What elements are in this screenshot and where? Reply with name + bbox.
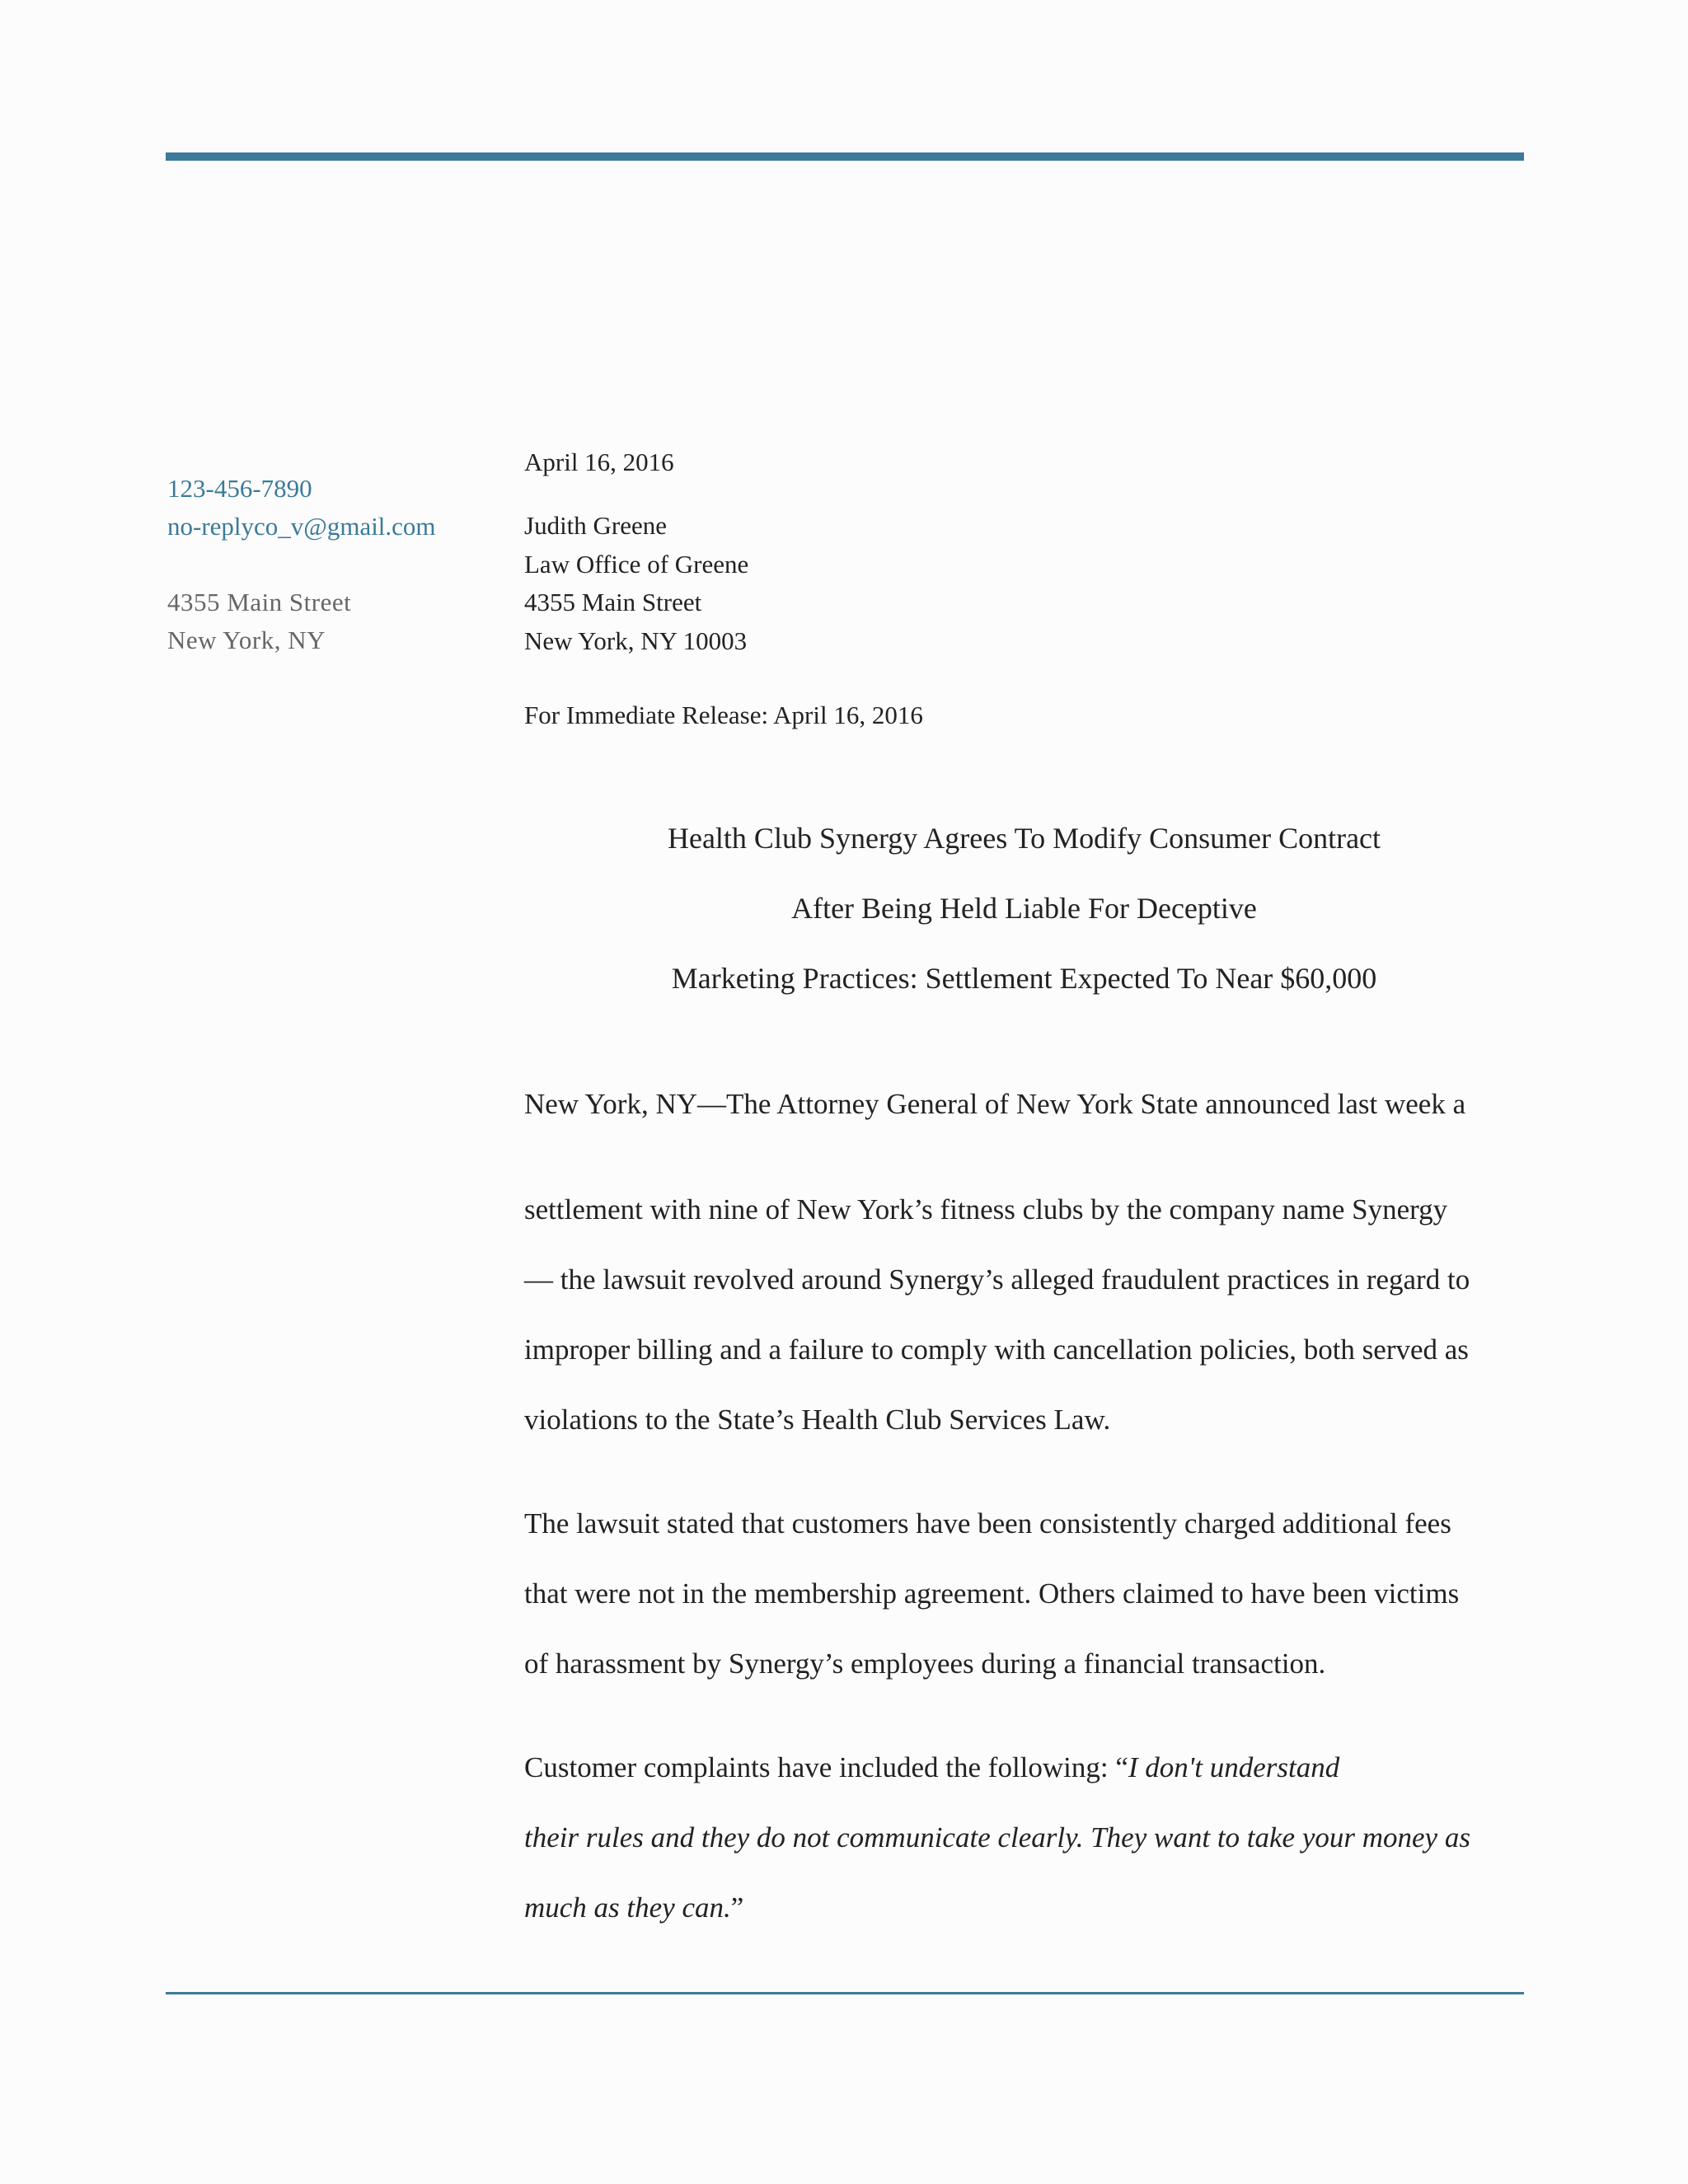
paragraph-line: improper billing and a failure to comply with cancellation policies, both served as <box>524 1333 1469 1366</box>
paragraph-1 <box>524 1174 1524 1455</box>
sender-address <box>167 583 497 659</box>
paragraph-line: settlement with nine of New York’s fitness clubs by the company name Synergy <box>524 1193 1448 1226</box>
headline-line: Marketing Practices: Settlement Expected To Near $60,000 <box>671 962 1377 995</box>
paragraph-line: violations to the State’s Health Club Services Law. <box>524 1404 1111 1436</box>
top-rule <box>166 152 1524 161</box>
paragraph-line: that were not in the membership agreement. Others claimed to have been victims <box>524 1577 1460 1610</box>
quote-line: their rules and they do not communicate clearly. They want to take your money as <box>524 1821 1470 1854</box>
sender-city: New York, NY <box>167 626 326 654</box>
paragraph-line <box>524 1872 1524 1943</box>
sender-contact-block <box>167 470 497 659</box>
headline-line: Health Club Synergy Agrees To Modify Consumer Contract <box>667 822 1381 855</box>
recipient-city: New York, NY 10003 <box>524 626 748 655</box>
recipient-street: 4355 Main Street <box>524 588 702 616</box>
paragraph-3 <box>524 1732 1524 1943</box>
recipient-block <box>524 507 748 660</box>
complaints-intro: Customer complaints have included the following: “ <box>524 1751 1128 1783</box>
paragraph-line <box>524 1732 1524 1802</box>
headline-line: After Being Held Liable For Deceptive <box>791 892 1257 925</box>
recipient-office: Law Office of Greene <box>524 549 749 579</box>
closing-quote-mark: ” <box>730 1891 744 1924</box>
paragraph-line: — the lawsuit revolved around Synergy’s alleged fraudulent practices in regard to <box>524 1263 1470 1296</box>
press-release-headline <box>524 804 1524 1014</box>
sender-email: no-replyco_v@gmail.com <box>167 512 436 541</box>
quote-text: much as they can. <box>524 1891 731 1924</box>
quote-text: I don't understand <box>1128 1751 1340 1783</box>
paragraph-2 <box>524 1488 1524 1699</box>
recipient-name: Judith Greene <box>524 511 668 540</box>
paragraph-line: The lawsuit stated that customers have been consistently charged additional fees <box>524 1507 1451 1540</box>
sender-street: 4355 Main Street <box>167 588 352 616</box>
release-line: For Immediate Release: April 16, 2016 <box>524 701 923 729</box>
bottom-rule <box>166 1992 1524 1994</box>
sender-phone: 123-456-7890 <box>167 474 312 503</box>
letter-date: April 16, 2016 <box>524 448 674 476</box>
paragraph-1-opening: New York, NY—The Attorney General of New York State announced last week a <box>524 1088 1466 1120</box>
paragraph-line: of harassment by Synergy’s employees during a financial transaction. <box>524 1647 1326 1680</box>
